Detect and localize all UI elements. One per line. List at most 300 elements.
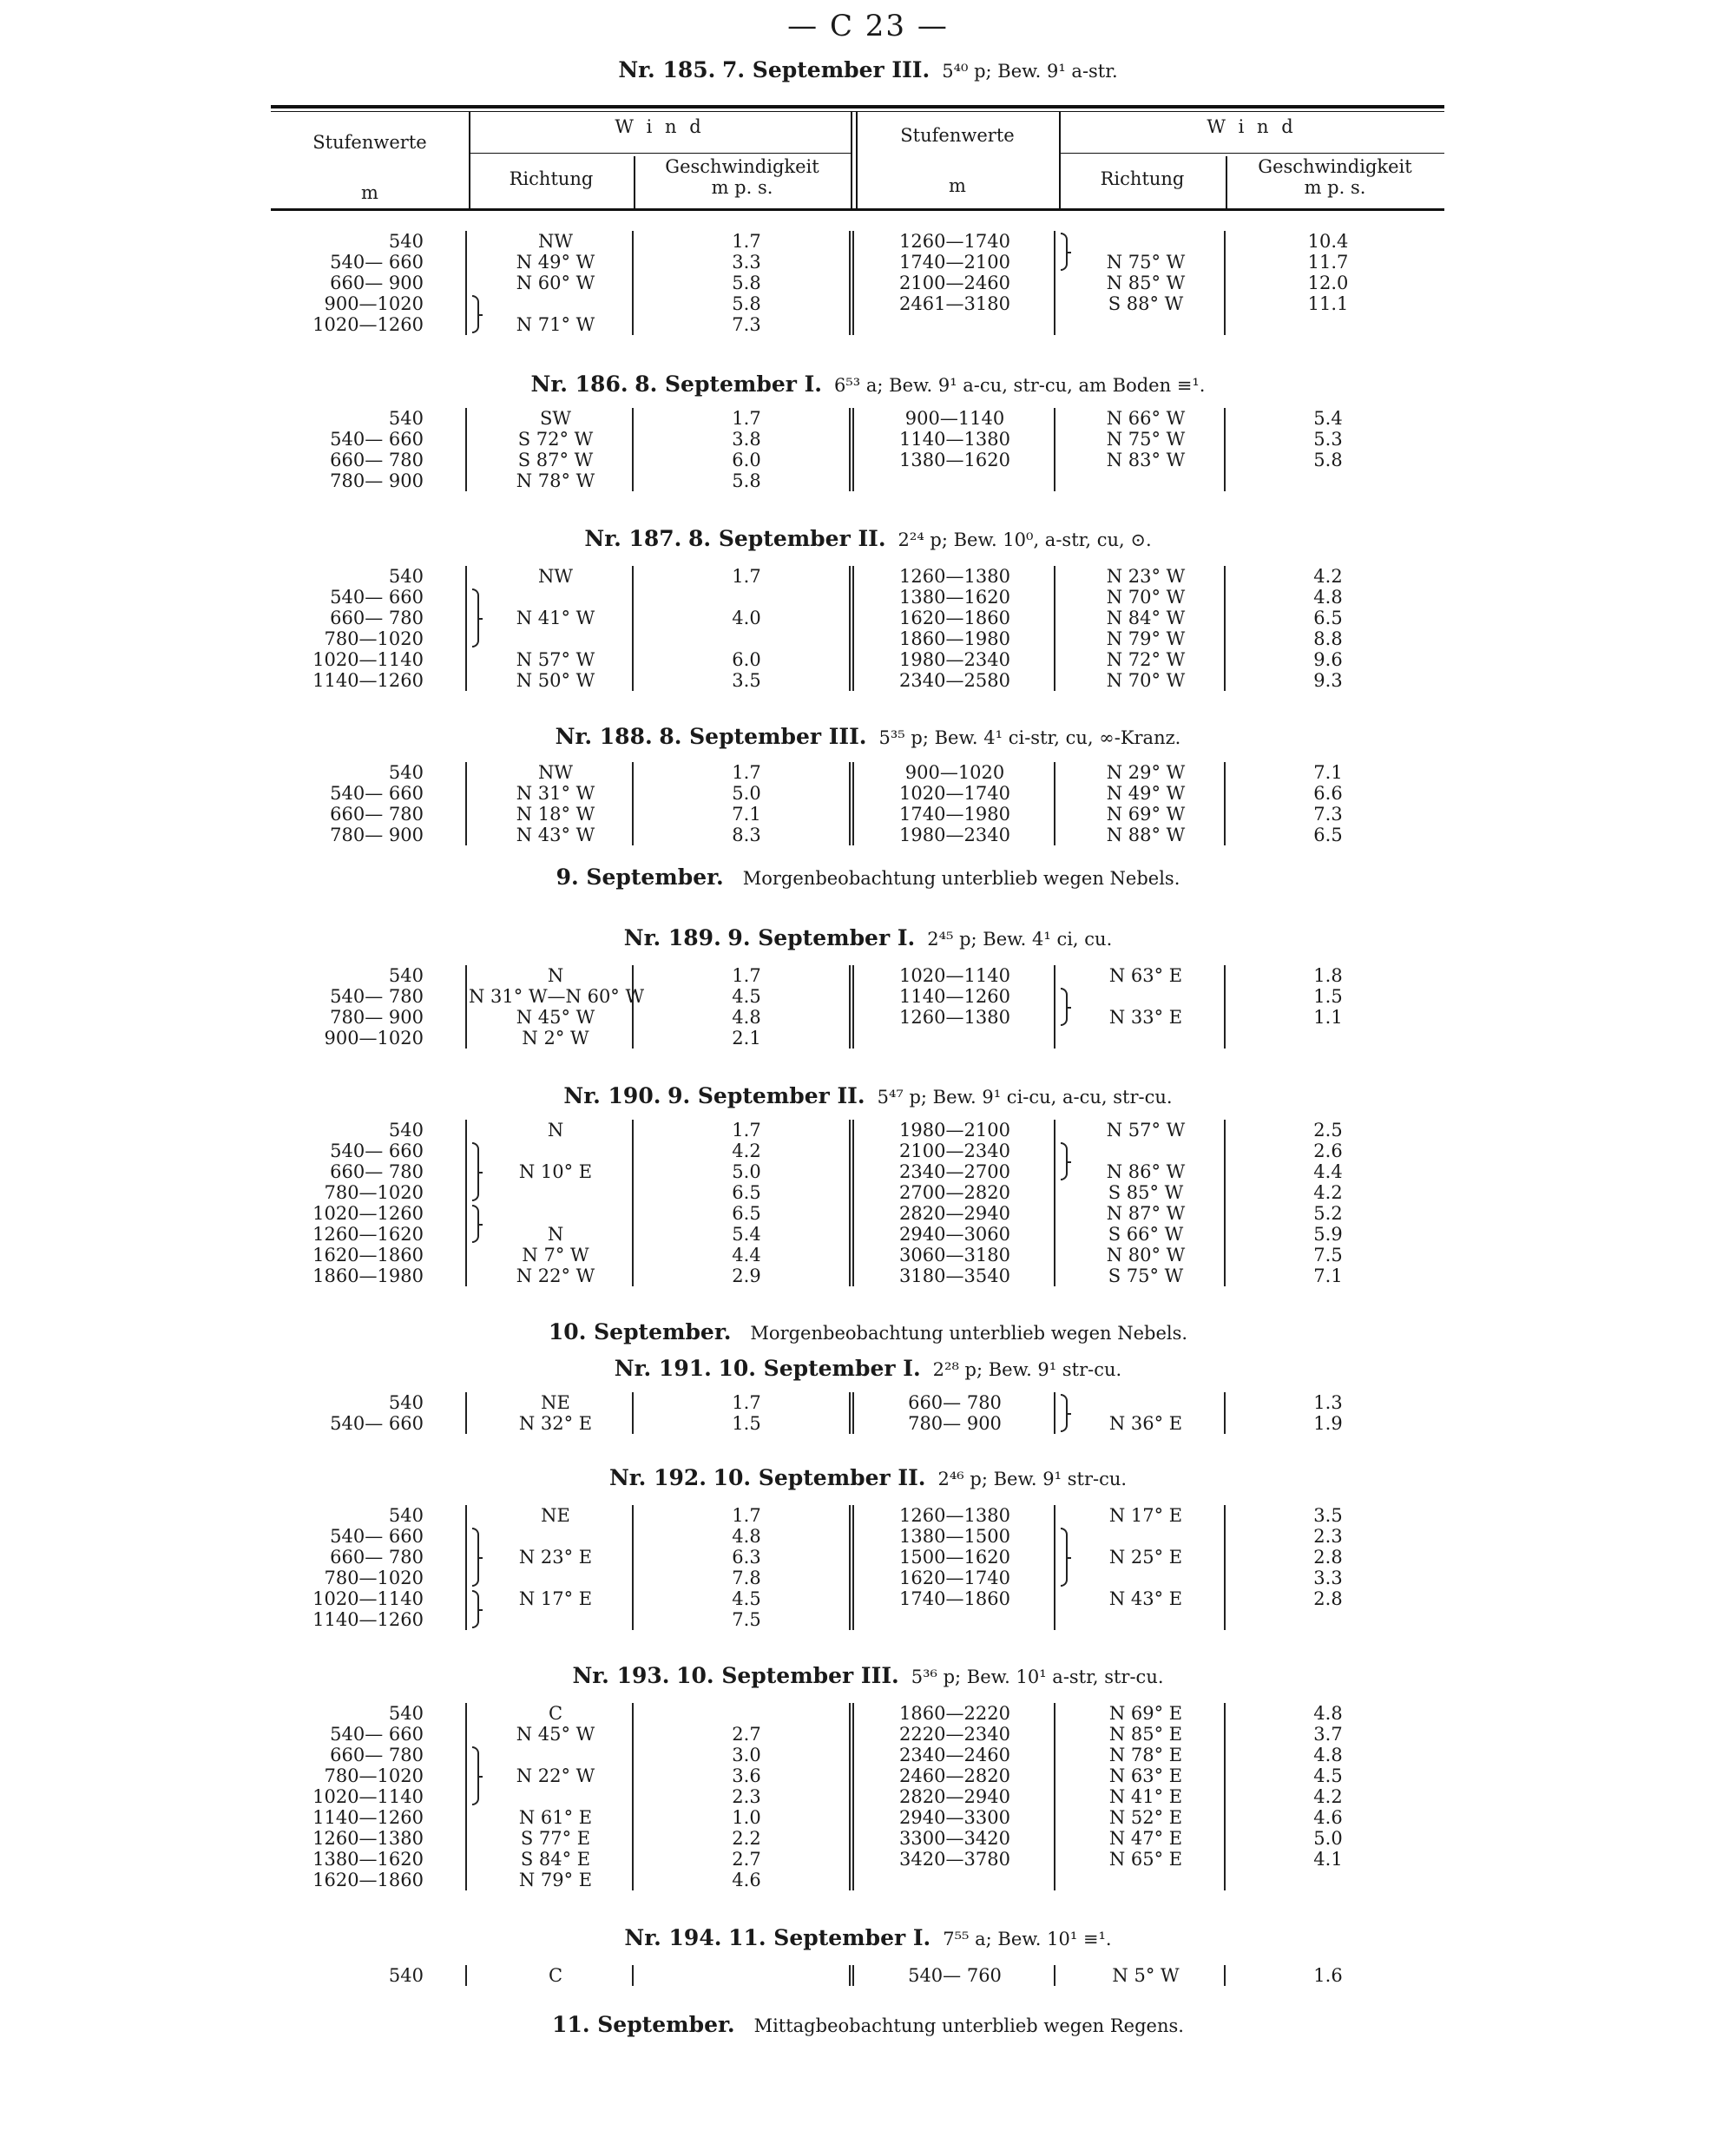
height-cell: 3180—3540	[899, 1266, 1010, 1286]
direction-cell: N 63° E	[1108, 1765, 1183, 1786]
section-nr: Nr. 193.	[572, 1663, 670, 1688]
section-meta: 2²⁸ p; Bew. 9¹ str-cu.	[932, 1359, 1122, 1380]
height-cell: 540	[388, 1703, 424, 1724]
height-cell: 1620—1860	[899, 608, 1010, 628]
direction-cell: N 75° W	[1106, 252, 1186, 273]
direction-cell: N 66° W	[1106, 408, 1186, 429]
height-cell: 780—1020	[324, 1182, 424, 1203]
height-cell: 1740—1860	[899, 1588, 1010, 1609]
height-cell: 540	[388, 1120, 424, 1141]
section-meta: 6⁵³ a; Bew. 9¹ a-cu, str-cu, am Boden ≡¹.	[834, 375, 1206, 396]
height-cell: 540	[388, 1965, 424, 1986]
table-row	[0, 1703, 1736, 1724]
height-cell: 540— 660	[330, 1413, 424, 1434]
speed-cell: 1.5	[1313, 986, 1343, 1007]
speed-cell: 6.3	[732, 1547, 761, 1568]
speed-cell: 2.3	[1313, 1526, 1343, 1547]
speed-cell: 3.8	[732, 429, 761, 450]
height-cell: 540	[388, 1392, 424, 1413]
col-left-height: Stufenwerte	[312, 132, 427, 153]
direction-cell: S 66° W	[1108, 1224, 1184, 1245]
speed-cell: 3.3	[732, 252, 761, 273]
height-cell: 1020—1740	[899, 783, 1010, 804]
speed-cell: 6.6	[1313, 783, 1343, 804]
speed-cell: 4.8	[1313, 587, 1343, 608]
direction-cell: N 41° E	[1108, 1786, 1183, 1807]
table-row	[0, 1609, 1736, 1630]
section-title	[0, 925, 1736, 950]
speed-cell: 11.1	[1307, 293, 1349, 314]
section-nr: Nr. 190.	[563, 1083, 661, 1108]
section-meta: 5⁴⁰ p; Bew. 9¹ a-str.	[942, 61, 1118, 82]
table-row	[0, 1828, 1736, 1849]
section-nr: Nr. 194.	[624, 1925, 722, 1950]
direction-cell: S 75° W	[1108, 1266, 1184, 1286]
table-row	[0, 1007, 1736, 1028]
direction-cell: S 84° E	[520, 1849, 591, 1870]
direction-cell: N 5° W	[1112, 1965, 1180, 1986]
col-right-unit: m	[949, 175, 966, 196]
direction-cell: N 79° E	[518, 1870, 593, 1890]
direction-cell: N 61° E	[518, 1807, 593, 1828]
speed-cell: 8.8	[1313, 628, 1343, 649]
height-cell: 540	[388, 408, 424, 429]
speed-cell: 7.5	[1313, 1245, 1343, 1266]
table-row	[0, 1588, 1736, 1609]
direction-cell: NW	[538, 566, 573, 587]
speed-cell: 5.8	[732, 470, 761, 491]
speed-cell: 2.5	[1313, 1120, 1343, 1141]
table-row	[0, 1849, 1736, 1870]
section-date: 10. September III.	[676, 1663, 899, 1688]
speed-cell: 1.7	[732, 1120, 761, 1141]
table-row	[0, 1724, 1736, 1745]
table-row	[0, 408, 1736, 429]
height-cell: 780—1020	[324, 1765, 424, 1786]
speed-cell: 5.8	[1313, 450, 1343, 470]
table-block	[0, 762, 1736, 845]
note-date: 11. September.	[552, 2012, 735, 2037]
table-row	[0, 1870, 1736, 1890]
section-title	[0, 1925, 1736, 1950]
height-cell: 540	[388, 965, 424, 986]
table-row	[0, 1547, 1736, 1568]
speed-cell: 7.3	[732, 314, 761, 335]
direction-cell: N 36° E	[1108, 1413, 1183, 1434]
table-row	[0, 293, 1736, 314]
section-title	[0, 1663, 1736, 1688]
direction-cell: N 52° E	[1108, 1807, 1183, 1828]
height-cell: 900—1020	[324, 293, 424, 314]
col-speed-unit: m p. s.	[1304, 177, 1366, 198]
height-cell: 1980—2340	[899, 825, 1010, 845]
table-row	[0, 986, 1736, 1007]
direction-cell: N 47° E	[1108, 1828, 1183, 1849]
direction-cell: NW	[538, 762, 573, 783]
speed-cell: 5.8	[732, 293, 761, 314]
speed-cell: 4.1	[1313, 1849, 1343, 1870]
table-row	[0, 1245, 1736, 1266]
height-cell: 540	[388, 1505, 424, 1526]
table-block	[0, 1120, 1736, 1286]
direction-cell: N 31° W	[516, 783, 595, 804]
direction-cell: N 2° W	[522, 1028, 589, 1049]
height-cell: 780—1020	[324, 628, 424, 649]
speed-cell: 11.7	[1307, 252, 1349, 273]
section-meta: 2⁴⁶ p; Bew. 9¹ str-cu.	[937, 1469, 1128, 1489]
section-meta: 7⁵⁵ a; Bew. 10¹ ≡¹.	[943, 1929, 1112, 1949]
height-cell: 3060—3180	[899, 1245, 1010, 1266]
table-row	[0, 231, 1736, 252]
height-cell: 1020—1260	[312, 1203, 424, 1224]
height-cell: 660— 780	[330, 608, 424, 628]
direction-cell: C	[548, 1703, 563, 1724]
section-meta: 5⁴⁷ p; Bew. 9¹ ci-cu, a-cu, str-cu.	[877, 1087, 1173, 1108]
speed-cell: 7.1	[732, 804, 761, 825]
speed-cell: 6.5	[1313, 608, 1343, 628]
section-date: 8. September II.	[688, 526, 886, 551]
speed-cell: 4.5	[732, 986, 761, 1007]
speed-cell: 7.1	[1313, 762, 1343, 783]
height-cell: 2820—2940	[899, 1786, 1010, 1807]
direction-cell: NE	[541, 1392, 570, 1413]
table-row	[0, 1182, 1736, 1203]
section-title	[0, 1465, 1736, 1490]
speed-cell: 4.5	[732, 1588, 761, 1609]
table-block	[0, 408, 1736, 491]
table-row	[0, 273, 1736, 293]
direction-cell: N 78° E	[1108, 1745, 1183, 1765]
direction-cell: N	[547, 1120, 564, 1141]
speed-cell: 3.5	[1313, 1505, 1343, 1526]
speed-cell: 4.8	[732, 1526, 761, 1547]
section-nr: Nr. 185.	[618, 57, 716, 82]
table-row	[0, 429, 1736, 450]
direction-cell: N 70° W	[1106, 587, 1186, 608]
table-row	[0, 1224, 1736, 1245]
direction-cell: N 69° E	[1108, 1703, 1183, 1724]
speed-cell: 1.5	[732, 1413, 761, 1434]
speed-cell: 6.5	[732, 1182, 761, 1203]
height-cell: 1260—1380	[312, 1828, 424, 1849]
speed-cell: 4.5	[1313, 1765, 1343, 1786]
direction-cell: N 83° W	[1106, 450, 1186, 470]
height-cell: 660— 780	[330, 1745, 424, 1765]
section-title	[0, 724, 1736, 749]
speed-cell: 7.1	[1313, 1266, 1343, 1286]
height-cell: 2460—2820	[899, 1765, 1010, 1786]
section-date: 11. September I.	[728, 1925, 931, 1950]
speed-cell: 9.3	[1313, 670, 1343, 691]
table-row	[0, 450, 1736, 470]
speed-cell: 9.6	[1313, 649, 1343, 670]
table-row	[0, 1965, 1736, 1986]
table-row	[0, 783, 1736, 804]
height-cell: 1020—1140	[312, 649, 424, 670]
direction-cell: N 45° W	[516, 1007, 595, 1028]
height-cell: 1020—1140	[899, 965, 1010, 986]
section-date: 7. September III.	[722, 57, 930, 82]
table-row	[0, 252, 1736, 273]
direction-cell: N 85° E	[1108, 1724, 1183, 1745]
note	[0, 2012, 1736, 2037]
section-meta: 5³⁵ p; Bew. 4¹ ci-str, cu, ∞-Kranz.	[878, 727, 1181, 748]
table-row	[0, 1745, 1736, 1765]
speed-cell: 3.0	[732, 1745, 761, 1765]
direction-cell: N 72° W	[1106, 649, 1186, 670]
direction-cell: N 57° W	[1106, 1120, 1186, 1141]
direction-cell: N 84° W	[1106, 608, 1186, 628]
speed-cell: 3.3	[1313, 1568, 1343, 1588]
speed-cell: 4.6	[1313, 1807, 1343, 1828]
direction-cell: N 23° W	[1106, 566, 1186, 587]
height-cell: 1020—1260	[312, 314, 424, 335]
speed-cell: 5.9	[1313, 1224, 1343, 1245]
direction-cell: N 41° W	[516, 608, 595, 628]
direction-cell: N 65° E	[1108, 1849, 1183, 1870]
table-row	[0, 1120, 1736, 1141]
direction-cell: N 43° W	[516, 825, 595, 845]
height-cell: 780—1020	[324, 1568, 424, 1588]
speed-cell: 8.3	[732, 825, 761, 845]
direction-cell: N 57° W	[516, 649, 595, 670]
speed-cell: 4.2	[1313, 566, 1343, 587]
section-date: 9. September I.	[727, 925, 916, 950]
height-cell: 900—1020	[324, 1028, 424, 1049]
section-nr: Nr. 189.	[623, 925, 721, 950]
section-title	[0, 526, 1736, 551]
height-cell: 1260—1380	[899, 1007, 1010, 1028]
section-date: 8. September III.	[659, 724, 867, 749]
speed-cell: 5.8	[732, 273, 761, 293]
height-cell: 1380—1500	[899, 1526, 1010, 1547]
height-cell: 660— 780	[330, 804, 424, 825]
direction-cell: NE	[541, 1505, 570, 1526]
table-row	[0, 1807, 1736, 1828]
speed-cell: 2.8	[1313, 1588, 1343, 1609]
speed-cell: 4.2	[1313, 1182, 1343, 1203]
speed-cell: 6.0	[732, 450, 761, 470]
speed-cell: 1.7	[732, 1505, 761, 1526]
section-date: 9. September II.	[667, 1083, 865, 1108]
height-cell: 660— 780	[330, 450, 424, 470]
table-row	[0, 825, 1736, 845]
height-cell: 1140—1260	[312, 1807, 424, 1828]
speed-cell: 2.3	[732, 1786, 761, 1807]
height-cell: 1620—1860	[312, 1245, 424, 1266]
page-header: — C 23 —	[787, 9, 949, 43]
height-cell: 900—1020	[904, 762, 1005, 783]
height-cell: 2340—2700	[899, 1161, 1010, 1182]
speed-cell: 2.8	[1313, 1547, 1343, 1568]
speed-cell: 7.8	[732, 1568, 761, 1588]
speed-cell: 10.4	[1307, 231, 1349, 252]
height-cell: 1860—1980	[899, 628, 1010, 649]
speed-cell: 12.0	[1307, 273, 1349, 293]
direction-cell: N 63° E	[1108, 965, 1183, 986]
table-row	[0, 762, 1736, 783]
table-row	[0, 1266, 1736, 1286]
direction-cell: S 85° W	[1108, 1182, 1184, 1203]
height-cell: 1620—1860	[312, 1870, 424, 1890]
table-block	[0, 965, 1736, 1049]
direction-cell: N 85° W	[1106, 273, 1186, 293]
height-cell: 540— 660	[330, 1141, 424, 1161]
section-title	[0, 1083, 1736, 1108]
direction-cell: N 7° W	[522, 1245, 589, 1266]
speed-cell: 3.7	[1313, 1724, 1343, 1745]
height-cell: 540— 660	[330, 252, 424, 273]
col-wind: W i n d	[615, 116, 705, 137]
section-meta: 2⁴⁵ p; Bew. 4¹ ci, cu.	[927, 929, 1113, 950]
height-cell: 2340—2460	[899, 1745, 1010, 1765]
height-cell: 1980—2340	[899, 649, 1010, 670]
section-nr: Nr. 186.	[530, 371, 628, 397]
speed-cell: 2.9	[732, 1266, 761, 1286]
height-cell: 1140—1260	[899, 986, 1010, 1007]
height-cell: 540— 660	[330, 429, 424, 450]
direction-cell: N 45° W	[516, 1724, 595, 1745]
speed-cell: 4.4	[732, 1245, 761, 1266]
speed-cell: 1.3	[1313, 1392, 1343, 1413]
speed-cell: 5.0	[732, 783, 761, 804]
section-title	[0, 57, 1736, 82]
table-row	[0, 1765, 1736, 1786]
direction-cell: N 10° E	[518, 1161, 593, 1182]
height-cell: 2940—3060	[899, 1224, 1010, 1245]
direction-cell: N 17° E	[518, 1588, 593, 1609]
height-cell: 1020—1140	[312, 1588, 424, 1609]
speed-cell: 4.8	[1313, 1745, 1343, 1765]
table-row	[0, 1526, 1736, 1547]
direction-cell: NW	[538, 231, 573, 252]
height-cell: 1260—1380	[899, 1505, 1010, 1526]
height-cell: 540— 660	[330, 783, 424, 804]
height-cell: 3300—3420	[899, 1828, 1010, 1849]
table-block	[0, 1703, 1736, 1890]
note	[0, 864, 1736, 890]
height-cell: 1380—1620	[312, 1849, 424, 1870]
height-cell: 540— 780	[330, 986, 424, 1007]
direction-cell: N 78° W	[516, 470, 595, 491]
table-row	[0, 608, 1736, 628]
col-speed: Geschwindigkeit	[1258, 156, 1412, 177]
col-left-unit: m	[361, 182, 378, 203]
height-cell: 1740—2100	[899, 252, 1010, 273]
table-row	[0, 670, 1736, 691]
table-block	[0, 231, 1736, 335]
section-date: 8. September I.	[635, 371, 822, 397]
table-row	[0, 1392, 1736, 1413]
height-cell: 1620—1740	[899, 1568, 1010, 1588]
table-block	[0, 1505, 1736, 1630]
height-cell: 540	[388, 762, 424, 783]
direction-cell: N 88° W	[1106, 825, 1186, 845]
height-cell: 1380—1620	[899, 450, 1010, 470]
table-row	[0, 1203, 1736, 1224]
table-row	[0, 1505, 1736, 1526]
speed-cell: 5.3	[1313, 429, 1343, 450]
section-nr: Nr. 188.	[555, 724, 653, 749]
speed-cell: 1.1	[1313, 1007, 1343, 1028]
speed-cell: 1.7	[732, 566, 761, 587]
height-cell: 2700—2820	[899, 1182, 1010, 1203]
table-row	[0, 1568, 1736, 1588]
height-cell: 3420—3780	[899, 1849, 1010, 1870]
direction-cell: N 69° W	[1106, 804, 1186, 825]
height-cell: 660— 780	[330, 1161, 424, 1182]
direction-cell: N 86° W	[1106, 1161, 1186, 1182]
speed-cell: 7.3	[1313, 804, 1343, 825]
direction-cell: SW	[540, 408, 571, 429]
note-text: Morgenbeobachtung unterblieb wegen Nebels.	[742, 868, 1180, 889]
speed-cell: 5.0	[1313, 1828, 1343, 1849]
table-row	[0, 1413, 1736, 1434]
speed-cell: 2.7	[732, 1849, 761, 1870]
height-cell: 540— 660	[330, 587, 424, 608]
section-date: 10. September I.	[718, 1356, 921, 1381]
speed-cell: 4.6	[732, 1870, 761, 1890]
height-cell: 1980—2100	[899, 1120, 1010, 1141]
height-cell: 1260—1740	[899, 231, 1010, 252]
speed-cell: 5.4	[1313, 408, 1343, 429]
direction-cell: S 88° W	[1108, 293, 1184, 314]
table-row	[0, 470, 1736, 491]
direction-cell: S 72° W	[517, 429, 594, 450]
height-cell: 540	[388, 231, 424, 252]
col-speed-unit: m p. s.	[711, 177, 773, 198]
height-cell: 780— 900	[330, 825, 424, 845]
speed-cell: 4.2	[1313, 1786, 1343, 1807]
height-cell: 1020—1140	[312, 1786, 424, 1807]
speed-cell: 2.2	[732, 1828, 761, 1849]
table-header	[271, 102, 1444, 214]
table-row	[0, 965, 1736, 986]
col-direction: Richtung	[509, 168, 594, 189]
table-row	[0, 628, 1736, 649]
note-text: Mittagbeobachtung unterblieb wegen Regens.	[753, 2015, 1184, 2036]
height-cell: 660— 780	[330, 1547, 424, 1568]
table-block	[0, 1965, 1736, 1986]
table-row	[0, 1786, 1736, 1807]
speed-cell: 4.8	[1313, 1703, 1343, 1724]
table-row	[0, 587, 1736, 608]
speed-cell: 6.0	[732, 649, 761, 670]
direction-cell: S 87° W	[517, 450, 594, 470]
section-meta: 2²⁴ p; Bew. 10⁰, a-str, cu, ⊙.	[898, 529, 1152, 550]
section-meta: 5³⁶ p; Bew. 10¹ a-str, str-cu.	[911, 1667, 1164, 1687]
speed-cell: 3.5	[732, 670, 761, 691]
speed-cell: 1.8	[1313, 965, 1343, 986]
col-right-height: Stufenwerte	[900, 125, 1015, 146]
table-block	[0, 1392, 1736, 1434]
height-cell: 2100—2460	[899, 273, 1010, 293]
speed-cell: 4.8	[732, 1007, 761, 1028]
speed-cell: 6.5	[1313, 825, 1343, 845]
table-row	[0, 1141, 1736, 1161]
direction-cell: N 32° E	[518, 1413, 593, 1434]
speed-cell: 1.7	[732, 762, 761, 783]
direction-cell: N 23° E	[518, 1547, 593, 1568]
speed-cell: 4.2	[732, 1141, 761, 1161]
height-cell: 2100—2340	[899, 1141, 1010, 1161]
direction-cell: N 71° W	[516, 314, 595, 335]
speed-cell: 1.9	[1313, 1413, 1343, 1434]
direction-cell: N 60° W	[516, 273, 595, 293]
direction-cell: C	[548, 1965, 563, 1986]
direction-cell: N 87° W	[1106, 1203, 1186, 1224]
height-cell: 780— 900	[908, 1413, 1002, 1434]
